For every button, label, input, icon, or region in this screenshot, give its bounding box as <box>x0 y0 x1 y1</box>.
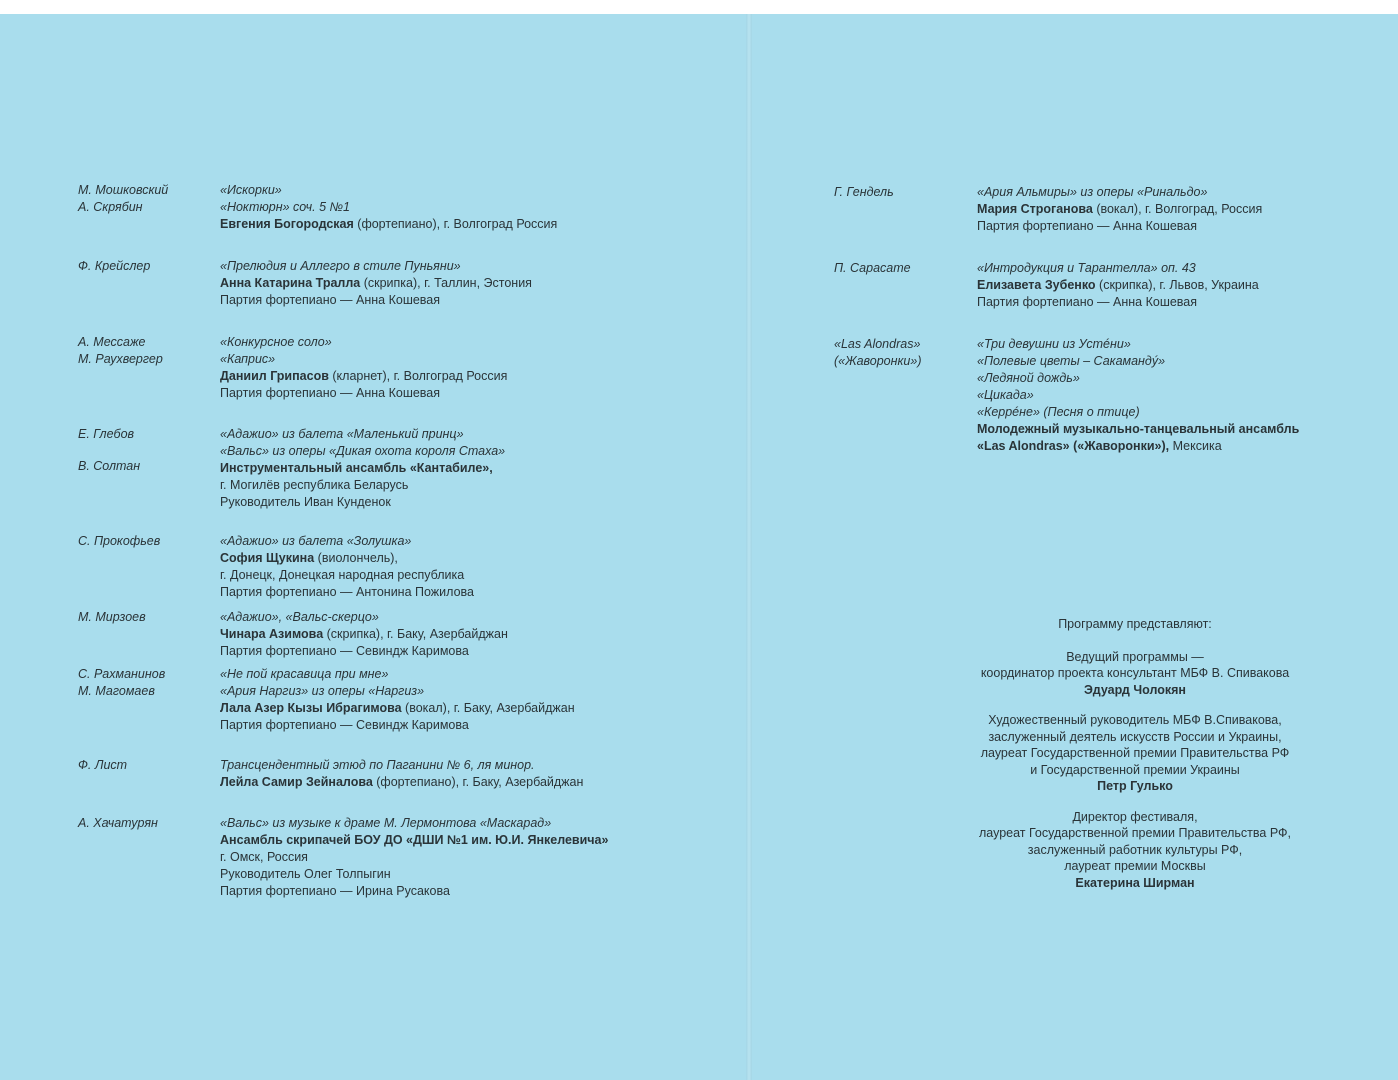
piece-title: «Вальс» из оперы «Дикая охота короля Стаха» <box>220 444 506 458</box>
performer-name: Мария Строганова <box>977 202 1093 216</box>
page-fold <box>746 14 752 1080</box>
performer-line <box>220 626 508 643</box>
piece-details <box>977 260 1259 311</box>
performer-line <box>220 216 557 233</box>
composer-name: Г. Гендель <box>834 185 894 199</box>
piece-details <box>220 757 583 791</box>
composer-names <box>78 666 218 700</box>
info-line: г. Омск, Россия <box>220 850 308 864</box>
credit-person-name: Екатерина Ширман <box>1075 875 1195 890</box>
performer-details: (скрипка), г. Таллин, Эстония <box>360 276 532 290</box>
performer-line <box>977 277 1259 294</box>
piece-title: «Конкурсное соло» <box>220 335 332 349</box>
credit-block <box>930 809 1340 892</box>
composer-names <box>78 258 218 275</box>
piece-details <box>220 666 575 734</box>
composer-name: П. Сарасате <box>834 261 911 275</box>
piece-details <box>220 815 608 900</box>
piece-title: «Искорки» <box>220 183 282 197</box>
performer-name: Елизавета Зубенко <box>977 278 1096 292</box>
piece-title: «Интродукция и Тарантелла» оп. 43 <box>977 261 1196 275</box>
info-line: Руководитель Олег Толпыгин <box>220 867 391 881</box>
credit-person-name: Эдуард Чолокян <box>1084 682 1186 697</box>
performer-line <box>977 201 1262 218</box>
info-line: Партия фортепиано — Севиндж Каримова <box>220 718 469 732</box>
composer-names <box>78 182 218 216</box>
piece-details <box>977 184 1262 235</box>
composer-name: «Las Alondras» <box>834 337 921 351</box>
performer-details: (скрипка), г. Львов, Украина <box>1095 278 1259 292</box>
piece-title: «Адажио» из балета «Золушка» <box>220 534 412 548</box>
credit-block <box>930 712 1340 795</box>
piece-title: «Не пой красавица при мне» <box>220 667 389 681</box>
composer-names <box>834 260 974 277</box>
performer-details: (кларнет), г. Волгоград Россия <box>328 369 508 383</box>
performer-name: Лейла Самир Зейналова <box>220 775 373 789</box>
piece-title: «Вальс» из музыке к драме М. Лермонтова «Маскарад» <box>220 816 552 830</box>
info-line: г. Донецк, Донецкая народная республика <box>220 568 465 582</box>
credit-line: координатор проекта консультант МБФ В. Спивакова <box>980 666 1290 680</box>
piece-details <box>220 426 505 511</box>
performer-line <box>220 832 608 849</box>
piece-title: «Ария Наргиз» из оперы «Наргиз» <box>220 684 425 698</box>
composer-name: Е. Глебов <box>78 427 135 441</box>
info-line: Партия фортепиано — Анна Кошевая <box>977 219 1198 233</box>
performer-details: (фортепиано), г. Баку, Азербайджан <box>372 775 584 789</box>
piece-title: «Каприс» <box>220 352 276 366</box>
piece-title: «Цикада» <box>977 388 1034 402</box>
performer-name: Анна Катарина Тралла <box>220 276 361 290</box>
performer-line <box>220 275 532 292</box>
piece-title: «Адажио», «Вальс-скерцо» <box>220 610 379 624</box>
info-line: Партия фортепиано — Ирина Русакова <box>220 884 450 898</box>
info-line: Партия фортепиано — Анна Кошевая <box>220 386 441 400</box>
credit-line: Директор фестиваля, <box>1072 809 1198 824</box>
composer-name: М. Раухвергер <box>78 352 163 366</box>
performer-name: Даниил Грипасов <box>220 369 329 383</box>
credit-line: заслуженный деятель искусств России и Украины, <box>988 729 1282 744</box>
performer-details: (фортепиано), г. Волгоград Россия <box>353 217 558 231</box>
piece-title: Трансцендентный этюд по Паганини № 6, ля минор. <box>220 758 535 772</box>
performer-line <box>977 421 1299 438</box>
piece-details <box>220 334 507 402</box>
credit-block <box>930 649 1340 699</box>
composer-name: М. Мирзоев <box>78 610 146 624</box>
composer-name <box>78 443 218 458</box>
credit-line: Ведущий программы — <box>1066 649 1204 664</box>
performer-line <box>220 460 505 477</box>
piece-title: «Адажио» из балета «Маленький принц» <box>220 427 464 441</box>
piece-details <box>220 533 474 601</box>
info-line: Партия фортепиано — Антонина Пожилова <box>220 585 474 599</box>
credit-line: заслуженный работник культуры РФ, <box>1027 842 1243 857</box>
piece-details <box>220 182 557 233</box>
piece-title: «Прелюдия и Аллегро в стиле Пуньяни» <box>220 259 461 273</box>
piece-title: «Полевые цветы – Сакамандý» <box>977 354 1166 368</box>
performer-name: София Щукина <box>220 551 315 565</box>
piece-title: «Ария Альмиры» из оперы «Ринальдо» <box>977 185 1208 199</box>
composer-names <box>834 184 974 201</box>
composer-names <box>78 757 218 774</box>
composer-name: А. Мессаже <box>78 335 146 349</box>
performer-details: (вокал), г. Волгоград, Россия <box>1092 202 1263 216</box>
credit-block <box>930 616 1340 633</box>
composer-name: В. Солтан <box>78 459 141 473</box>
performer-line <box>220 774 583 791</box>
performer-line <box>220 368 507 385</box>
info-line: Руководитель Иван Кунденок <box>220 495 391 509</box>
piece-title: «Три девушни из Устéни» <box>977 337 1131 351</box>
info-line: Партия фортепиано — Анна Кошевая <box>220 293 441 307</box>
performer-name: Ансамбль скрипачей БОУ ДО «ДШИ №1 им. Ю.И. Янкелевича» <box>220 833 609 847</box>
composer-names <box>834 336 974 370</box>
piece-details <box>977 336 1299 455</box>
composer-name: М. Мошковский <box>78 183 169 197</box>
info-line: Партия фортепиано — Севиндж Каримова <box>220 644 469 658</box>
performer-name: Чинара Азимова <box>220 627 324 641</box>
piece-details <box>220 609 508 660</box>
composer-name: А. Скрябин <box>78 200 143 214</box>
performer-details: (вокал), г. Баку, Азербайджан <box>401 701 575 715</box>
composer-names <box>78 334 218 368</box>
credit-person-name: Петр Гулько <box>1097 779 1173 793</box>
credit-line: лауреат премии Москвы <box>1064 859 1206 873</box>
credits-section <box>930 616 1340 905</box>
composer-names <box>78 426 218 475</box>
composer-name: Ф. Лист <box>78 758 128 772</box>
composer-name: С. Прокофьев <box>78 534 161 548</box>
composer-name: М. Магомаев <box>78 684 155 698</box>
credit-line: лауреат Государственной премии Правительства РФ, <box>978 826 1292 840</box>
piece-title: «Ледяной дождь» <box>977 371 1080 385</box>
performer-details: (скрипка), г. Баку, Азербайджан <box>323 627 508 641</box>
composer-names <box>78 815 218 832</box>
performer-line <box>977 438 1299 455</box>
info-line: г. Могилёв республика Беларусь <box>220 478 409 492</box>
info-line: Партия фортепиано — Анна Кошевая <box>977 295 1198 309</box>
credit-line: Художественный руководитель МБФ В.Спивакова, <box>988 713 1282 727</box>
credit-line: Программу представляют: <box>1058 617 1212 631</box>
composer-name: («Жаворонки») <box>834 354 922 368</box>
composer-name: А. Хачатурян <box>78 816 158 830</box>
piece-title: «Ноктюрн» соч. 5 №1 <box>220 200 351 214</box>
performer-name: Евгения Богородская <box>220 217 354 231</box>
composer-name: С. Рахманинов <box>78 667 166 681</box>
performer-details: Мексика <box>1169 439 1222 453</box>
performer-line <box>220 550 474 567</box>
performer-name: Инструментальный ансамбль «Кантабиле», <box>220 461 493 475</box>
piece-details <box>220 258 532 309</box>
composer-names <box>78 609 218 626</box>
credit-line: лауреат Государственной премии Правительства РФ <box>980 746 1290 760</box>
performer-line <box>220 700 575 717</box>
performer-name: Лала Азер Кызы Ибрагимова <box>220 701 402 715</box>
piece-title: «Керрéне» (Песня о птице) <box>977 405 1140 419</box>
performer-name: «Las Alondras» («Жаворонки»), <box>977 439 1170 453</box>
credit-line: и Государственной премии Украины <box>1030 762 1240 777</box>
composer-names <box>78 533 218 550</box>
composer-name: Ф. Крейслер <box>78 259 151 273</box>
performer-name: Молодежный музыкально-танцевальный ансамбль <box>977 422 1300 436</box>
performer-details: (виолончель), <box>314 551 398 565</box>
